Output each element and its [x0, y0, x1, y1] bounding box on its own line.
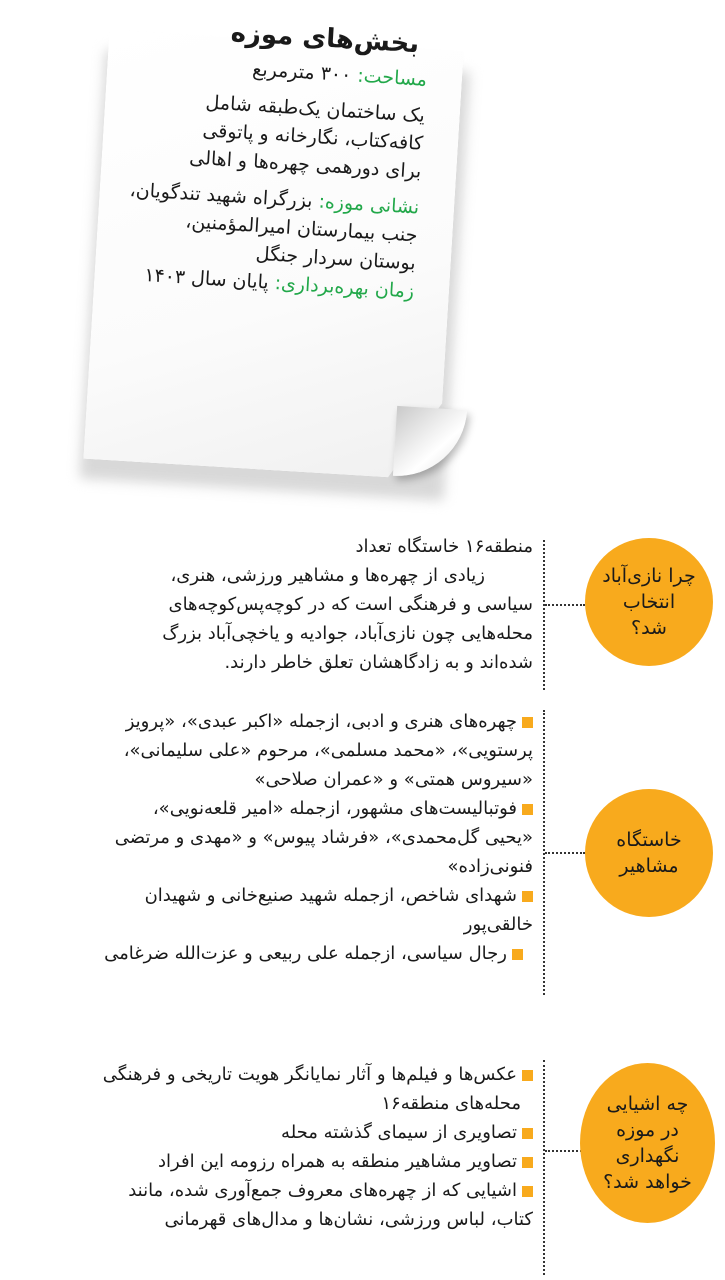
address-label: نشانی موزه:: [317, 190, 420, 219]
question-circle: [580, 1063, 715, 1223]
description: [101, 82, 426, 185]
bullet-line: عکس‌ها و فیلم‌ها و آثار نمایانگر هویت تاریخی و فرهنگی: [102, 1064, 517, 1085]
question-circle: [585, 789, 713, 917]
paper-title: بخش‌های موزه: [229, 17, 421, 60]
description-line: یک ساختمان یک‌طبقه شامل: [204, 91, 426, 127]
bullet-line: تصاویر مشاهیر منطقه به همراه رزومه این افراد: [158, 1151, 517, 1172]
bullet-square-icon: [522, 1186, 533, 1197]
bullet-square-icon: [522, 804, 533, 815]
opening-label: زمان بهره‌برداری:: [274, 272, 415, 303]
bullet-line: تصاویری از سیمای گذشته محله: [281, 1122, 517, 1143]
question-line: چه اشیایی: [606, 1093, 689, 1115]
question-circle: [585, 538, 713, 666]
opening-value: پایان سال ۱۴۰۳: [143, 264, 270, 294]
address-line: جنب بیمارستان امیرالمؤمنین،: [184, 210, 419, 247]
bullet-square-icon: [512, 949, 523, 960]
bullet-square-icon: [522, 891, 533, 902]
bullet-line: فوتبالیست‌های مشهور، ازجمله «امیر قلعه‌نویی»،: [152, 798, 517, 819]
area-value: ۳۰۰ مترمربع: [251, 58, 352, 87]
answer-line: محله‌هایی چون نازی‌آباد، جوادیه و یاخچی‌آباد بزرگ: [162, 623, 533, 644]
bullet-square-icon: [522, 1128, 533, 1139]
bullet-item: [104, 794, 533, 881]
dotted-divider: [543, 540, 545, 690]
bullet-line: فنونی‌زاده»: [447, 856, 533, 877]
bullet-line: شهدای شاخص، ازجمله شهید صنیع‌خانی و شهیدان: [144, 885, 517, 906]
address-line: بوستان سردار جنگل: [255, 242, 417, 275]
question-line: چرا نازی‌آباد: [602, 565, 696, 587]
dotted-divider: [543, 1060, 545, 1275]
bullet-square-icon: [522, 1157, 533, 1168]
bullet-line: رجال سیاسی، ازجمله علی ربیعی و عزت‌الله ضرغامی: [104, 943, 507, 964]
question-line: نگهداری: [615, 1145, 680, 1167]
bullet-square-icon: [522, 717, 533, 728]
bullet-item: [103, 1147, 533, 1176]
description-line: برای دورهمی چهره‌ها و اهالی: [188, 146, 423, 183]
answer-line: سیاسی و فرهنگی است که در کوچه‌پس‌کوچه‌های: [168, 594, 533, 615]
area-label: مساحت:: [356, 64, 428, 91]
bullet-line: محله‌های منطقه۱۶: [381, 1093, 521, 1114]
address-line: بزرگراه شهید تندگویان،: [129, 178, 314, 213]
description-line: کافه‌کتاب، نگارخانه و پاتوقی: [201, 119, 424, 155]
bullet-item: [103, 1118, 533, 1147]
bullet-item: [103, 1060, 533, 1118]
answer-line: منطقه۱۶ خاستگاه تعداد: [355, 536, 533, 557]
bullet-line: چهره‌های هنری و ادبی، ازجمله «اکبر عبدی»، «پرویز: [125, 711, 517, 732]
answer-line: شده‌اند و به زادگاهشان تعلق خاطر دارند.: [224, 652, 533, 673]
answer-line: زیادی از چهره‌ها و مشاهیر ورزشی، هنری،: [170, 565, 485, 586]
bullet-list: [103, 1060, 533, 1234]
answer-text-cont: [162, 590, 533, 677]
bullet-line: کتاب، لباس ورزشی، نشان‌ها و مدال‌های قهرمانی: [164, 1209, 533, 1230]
dotted-connector: [545, 1150, 585, 1152]
bullet-line: «یحیی گل‌محمدی»، «فرشاد پیوس» و «مهدی و مرتضی: [114, 827, 533, 848]
paper-note-content: [94, 10, 430, 305]
bullet-item: [104, 881, 533, 939]
question-line: خاستگاه: [616, 829, 682, 851]
bullet-list: [104, 707, 533, 968]
answer-text: [170, 532, 533, 590]
bullet-line: پرستویی»، «محمد مسلمی»، مرحوم «علی سلیمانی»،: [123, 740, 533, 761]
question-line: مشاهیر: [619, 855, 679, 877]
bullet-square-icon: [522, 1070, 533, 1081]
question-line: شد؟: [631, 617, 667, 639]
dotted-connector: [545, 604, 585, 606]
bullet-line: اشیایی که از چهره‌های معروف جمع‌آوری شده، مانند: [128, 1180, 517, 1201]
bullet-line: «سیروس همتی» و «عمران صلاحی»: [254, 769, 533, 790]
question-line: انتخاب: [622, 591, 676, 613]
bullet-item: [103, 1176, 533, 1234]
bullet-item: [104, 939, 533, 968]
dotted-connector: [545, 852, 585, 854]
question-line: در موزه: [616, 1119, 679, 1141]
bullet-line: خالقی‌پور: [463, 914, 533, 935]
question-line: خواهد شد؟: [603, 1171, 692, 1193]
bullet-item: [104, 707, 533, 794]
